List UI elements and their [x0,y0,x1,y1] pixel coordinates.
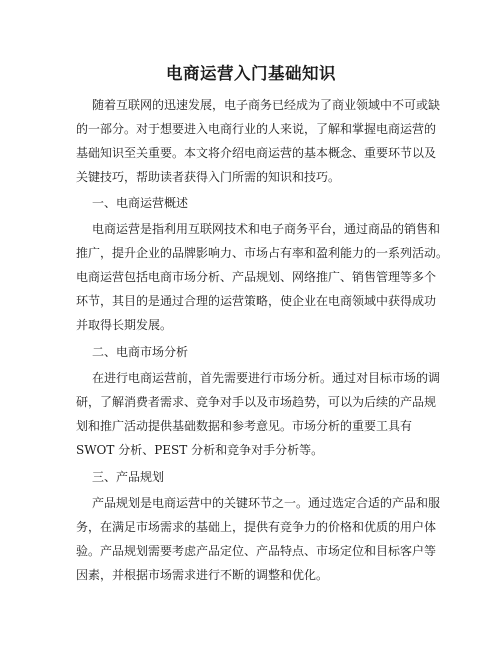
section-line: 产品规划是电商运营中的关键环节之一。通过选定合适的产品和服 [92,496,441,510]
section-line: 电商运营包括电商市场分析、产品规划、网络推广、销售管理等多个 [76,270,437,284]
section-heading: 三、产品规划 [92,470,165,484]
section-line: 推广，提升企业的品牌影响力、市场占有率和盈利能力的一系列活动。 [76,246,449,260]
section-heading: 二、电商市场分析 [92,345,189,359]
section-line: 因素，并根据市场需求进行不断的调整和优化。 [76,568,329,582]
section-line: SWOT 分析、PEST 分析和竞争对手分析等。 [76,443,324,457]
intro-line: 的一部分。对于想要进入电商行业的人来说，了解和掌握电商运营的 [76,122,437,136]
section-line: 电商运营是指利用互联网技术和电子商务平台，通过商品的销售和 [92,222,441,236]
section-line: 环节，其目的是通过合理的运营策略，使企业在电商领域中获得成功 [76,294,437,308]
intro-line: 基础知识至关重要。本文将介绍电商运营的基本概念、重要环节以及 [76,146,437,160]
section-heading: 一、电商运营概述 [92,196,189,210]
intro-line: 随着互联网的迅速发展，电子商务已经成为了商业领域中不可或缺 [92,98,441,112]
section-line: 验。产品规划需要考虑产品定位、产品特点、市场定位和目标客户等 [76,544,437,558]
section-line: 并取得长期发展。 [76,318,173,332]
section-line: 在进行电商运营前，首先需要进行市场分析。通过对目标市场的调 [92,371,441,385]
section-line: 划和推广活动提供基础数据和参考意见。市场分析的重要工具有 [76,419,413,433]
intro-line: 关键技巧，帮助读者获得入门所需的知识和技巧。 [76,170,341,184]
section-line: 研，了解消费者需求、竞争对手以及市场趋势，可以为后续的产品规 [76,395,437,409]
section-line: 务，在满足市场需求的基础上，提供有竞争力的价格和优质的用户体 [76,520,437,534]
document-title: 电商运营入门基础知识 [166,64,336,83]
